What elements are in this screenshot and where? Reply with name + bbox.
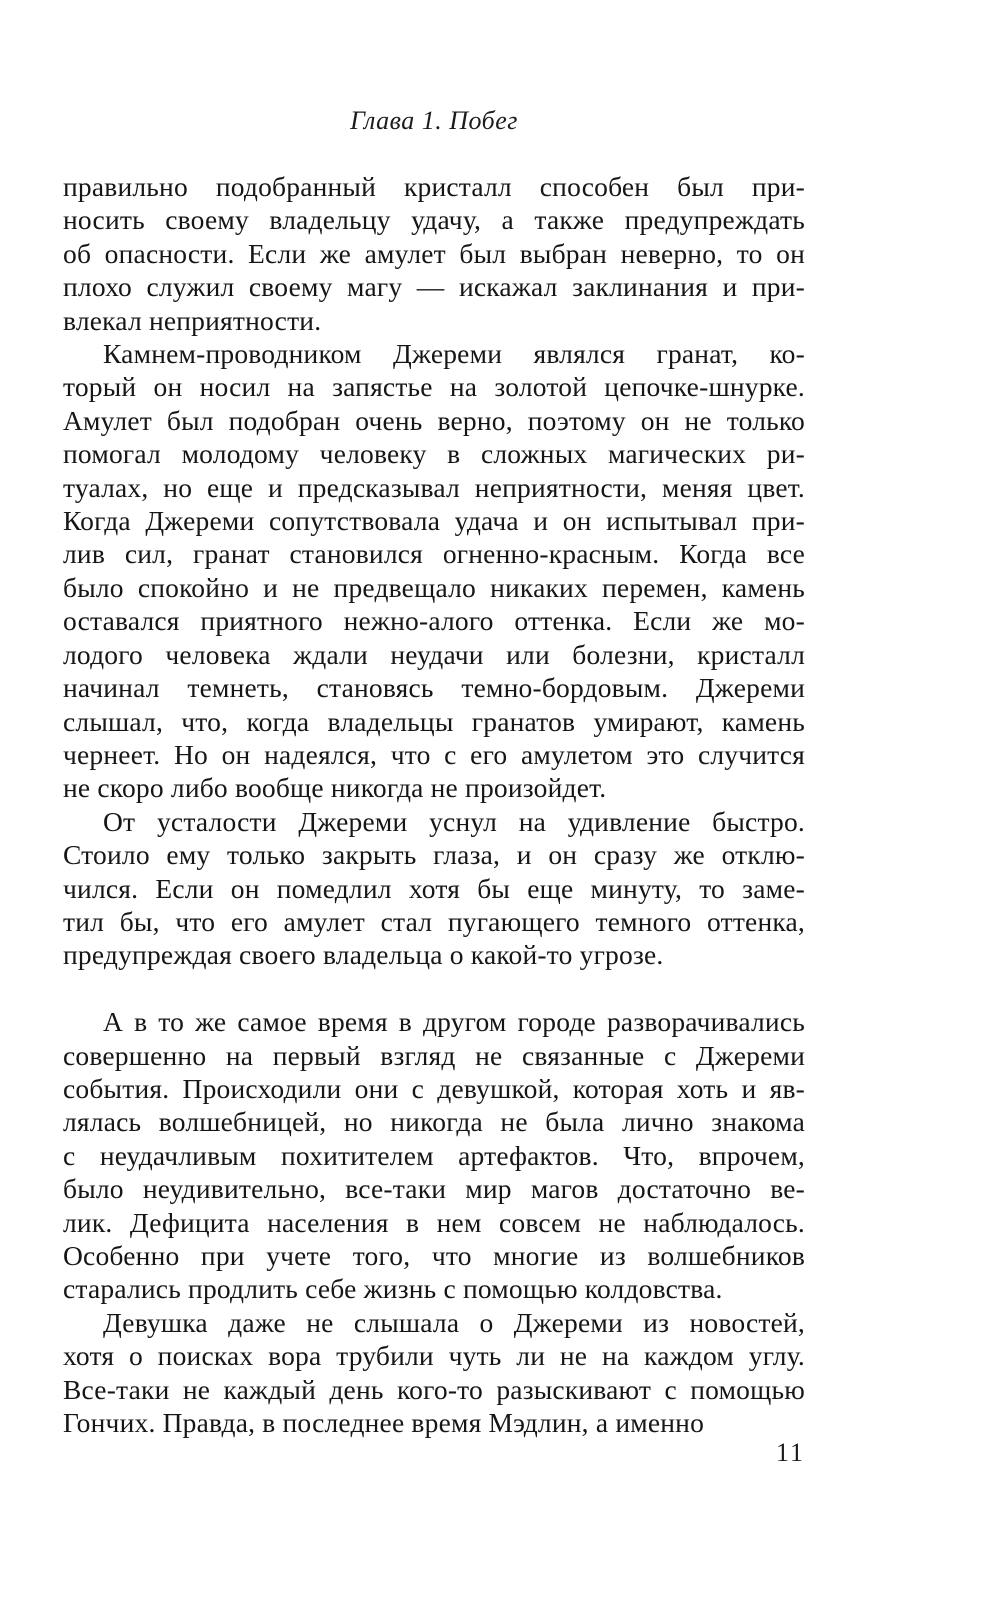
paragraph <box>63 337 805 805</box>
text-line: Особенно при учете того, что многие из волшебников <box>63 1239 805 1271</box>
text-line: начинал темнеть, становясь темно-бордовым. Джереми <box>63 672 805 704</box>
page-number: 11 <box>775 1438 805 1467</box>
text-line: правильно подобранный кристалл способен был при- <box>63 171 805 202</box>
paragraph <box>63 170 805 337</box>
text-line: об опасности. Если же амулет был выбран неверно, то он <box>63 237 805 269</box>
text-line: носить своему владельцу удачу, а также предупреждать <box>63 204 805 236</box>
text-block <box>63 170 805 1439</box>
text-line: А в то же самое время в другом городе разворачивались <box>103 1006 805 1038</box>
text-line: влекал неприятности. <box>63 304 322 336</box>
text-line: старались продлить себе жизнь с помощью колдовства. <box>63 1273 723 1305</box>
paragraph <box>63 1306 805 1440</box>
text-line: слышал, что, когда владельцы гранатов умирают, камень <box>63 705 805 737</box>
paragraph <box>63 1005 805 1306</box>
text-line: От усталости Джереми уснул на удивление быстро. <box>103 805 805 837</box>
text-line: хотя о поисках вора трубили чуть ли не на каждом углу. <box>63 1340 805 1372</box>
text-line: лик. Дефицита населения в нем совсем не наблюдалось. <box>63 1206 805 1238</box>
text-line: Гончих. Правда, в последнее время Мэдлин, а именно <box>63 1407 705 1439</box>
text-line: было спокойно и не предвещало никаких перемен, камень <box>63 571 805 603</box>
text-line: лялась волшебницей, но никогда не была лично знакома <box>63 1106 805 1138</box>
text-line: чернеет. Но он надеялся, что с его амулетом это случится <box>63 738 805 770</box>
text-line: Амулет был подобран очень верно, поэтому он не только <box>63 404 805 436</box>
text-line: лив сил, гранат становился огненно-красным. Когда все <box>63 538 805 570</box>
text-line: лодого человека ждали неудачи или болезни, кристалл <box>63 638 805 670</box>
text-line: плохо служил своему магу — искажал заклинания и при- <box>63 271 805 303</box>
text-line: предупреждая своего владельца о какой-то угрозе. <box>63 939 664 971</box>
text-line: оставался приятного нежно-алого оттенка. Если же мо- <box>63 605 805 637</box>
text-line: Девушка даже не слышала о Джереми из новостей, <box>103 1306 805 1338</box>
paragraph <box>63 805 805 972</box>
text-line: Стоило ему только закрыть глаза, и он сразу же отклю- <box>63 839 805 871</box>
text-line: с неудачливым похитителем артефактов. Что, впрочем, <box>63 1139 805 1171</box>
text-line: туалах, но еще и предсказывал неприятности, меняя цвет. <box>63 471 805 503</box>
text-line: Все-таки не каждый день кого-то разыскивают с помощью <box>63 1373 805 1405</box>
text-line: было неудивительно, все-таки мир магов достаточно ве- <box>63 1173 805 1205</box>
chapter-running-head: Глава 1. Побег <box>350 106 518 135</box>
text-line: чился. Если он помедлил хотя бы еще минуту, то заме- <box>63 872 805 904</box>
text-line: Камнем-проводником Джереми являлся гранат, ко- <box>103 338 805 370</box>
text-line: помогал молодому человеку в сложных магических ри- <box>63 438 805 470</box>
text-line: не скоро либо вообще никогда не произойдет. <box>63 772 607 804</box>
text-line: Когда Джереми сопутствовала удача и он испытывал при- <box>63 505 805 537</box>
text-line: совершенно на первый взгляд не связанные с Джереми <box>63 1039 805 1071</box>
text-line: события. Происходили они с девушкой, которая хоть и яв- <box>63 1072 805 1104</box>
text-line: торый он носил на запястье на золотой цепочке-шнурке. <box>63 371 805 403</box>
text-line: тил бы, что его амулет стал пугающего темного оттенка, <box>63 905 805 937</box>
